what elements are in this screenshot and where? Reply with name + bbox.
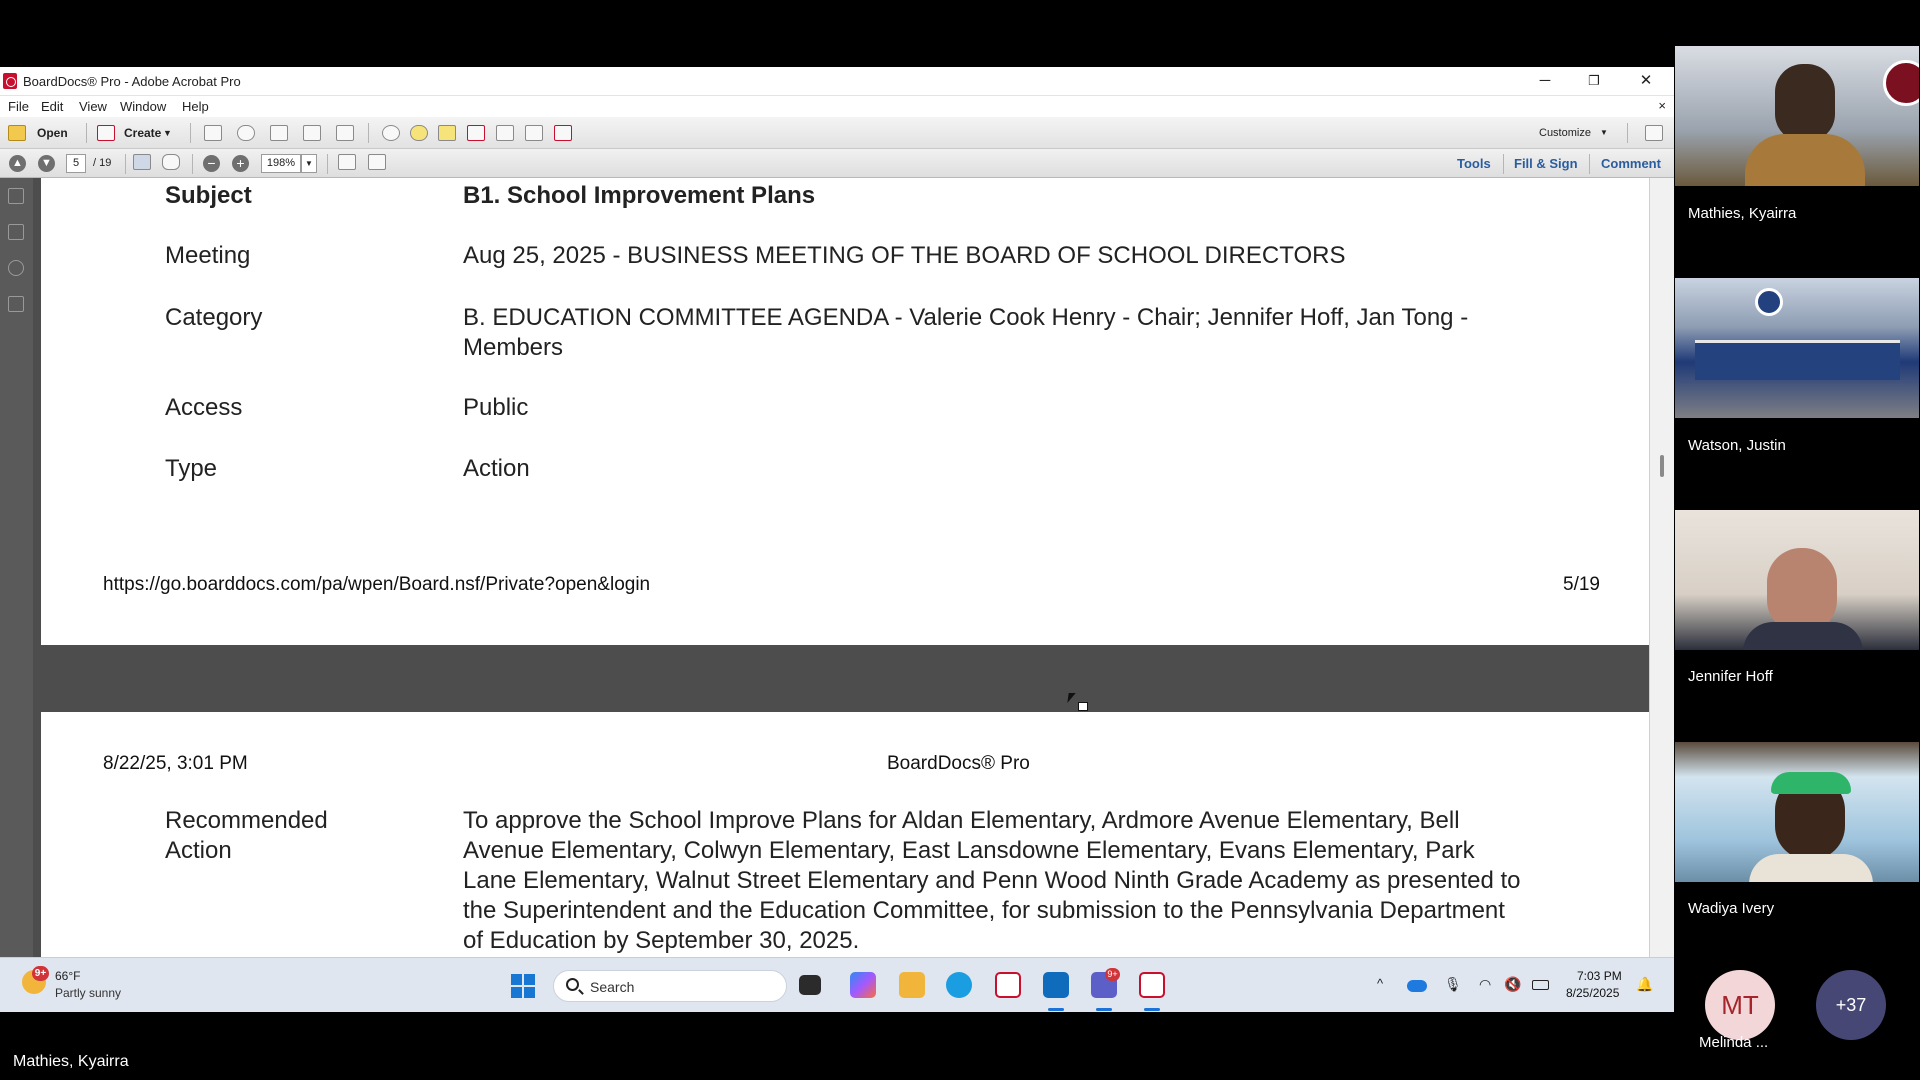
bookmarks-icon[interactable] — [8, 224, 24, 240]
participant-silhouette — [1743, 622, 1863, 650]
subject-label: Subject — [165, 182, 252, 209]
volume-muted-icon[interactable]: 🔇 — [1504, 976, 1522, 992]
restore-button[interactable]: ❐ — [1588, 73, 1600, 88]
toolbar-divider — [86, 123, 87, 143]
search-icon — [566, 978, 579, 991]
microphone-muted-icon[interactable]: 🎙 — [1444, 976, 1462, 992]
participant-video-tile[interactable] — [1675, 278, 1919, 418]
comment-link[interactable]: Comment — [1601, 156, 1661, 171]
shared-screen — [0, 67, 1674, 1012]
green-cap — [1771, 772, 1851, 794]
access-value: Public — [463, 394, 529, 421]
zoom-input[interactable]: 198% — [261, 154, 301, 173]
participant-silhouette — [1775, 64, 1835, 142]
toolbar-divider — [1589, 154, 1590, 174]
mouse-cursor-icon — [1067, 693, 1075, 703]
navigation-toolbar — [0, 149, 1674, 178]
settings-icon[interactable] — [382, 125, 400, 141]
page-footer-number: 5/19 — [1563, 574, 1600, 595]
compare-icon[interactable] — [496, 125, 514, 141]
edge-icon[interactable] — [946, 972, 972, 998]
attachments-icon[interactable] — [8, 296, 24, 312]
participant-video-tile[interactable] — [1675, 46, 1919, 186]
presenter-name: Mathies, Kyairra — [13, 1053, 129, 1070]
meeting-value: Aug 25, 2025 - BUSINESS MEETING OF THE BOARD OF SCHOOL DIRECTORS — [463, 242, 1346, 269]
access-label: Access — [165, 394, 243, 421]
page-header-date: 8/22/25, 3:01 PM — [103, 753, 248, 774]
document-viewport[interactable] — [33, 178, 1668, 959]
vertical-scrollbar[interactable] — [1649, 178, 1674, 959]
more-participants-button[interactable]: +37 — [1816, 970, 1886, 1040]
page-header-title: BoardDocs® Pro — [887, 753, 1030, 774]
fit-page-icon[interactable] — [338, 154, 356, 170]
onedrive-icon[interactable] — [1407, 980, 1427, 992]
battery-icon[interactable] — [1532, 980, 1549, 990]
school-seal-icon — [1755, 288, 1783, 316]
pdf-page-5 — [41, 178, 1650, 645]
outlook-active-indicator — [1048, 1008, 1064, 1011]
email-icon[interactable] — [336, 125, 354, 141]
weather-description[interactable]: Partly sunny — [55, 986, 122, 1000]
recommended-action-value: To approve the School Improve Plans for Aldan Elementary, Ardmore Avenue Elementary, Bell Avenue Elementary, Colwyn Elementary, East Lansdowne Elementary, Evans Elementary, Park Lane Elementary, Walnut Street Elementary and Penn Wood Ninth Grade Academy as presented to the Superintendent and the Education Committee, for submission to the Pennsylvania Department of Education by September 30, 2025. — [463, 807, 1521, 954]
toolbar-divider — [1627, 123, 1628, 143]
hand-tool-icon[interactable] — [162, 154, 180, 170]
toolbar-divider — [190, 123, 191, 143]
highlight-icon[interactable] — [438, 125, 456, 141]
create-pdf-icon — [97, 125, 115, 141]
zoom-dropdown-icon[interactable]: ▼ — [301, 154, 317, 173]
edit-icon[interactable] — [303, 125, 321, 141]
recommended-action-label: Recommended Action — [165, 807, 328, 864]
export-icon[interactable] — [525, 125, 543, 141]
participant-video-tile[interactable] — [1675, 510, 1919, 650]
weather-temperature[interactable]: 66°F — [55, 969, 81, 983]
open-button[interactable]: Open — [37, 126, 68, 140]
teams-badge: 9+ — [1105, 968, 1120, 981]
wifi-icon[interactable]: ◠ — [1479, 976, 1492, 992]
acrobat-icon — [3, 73, 17, 89]
save-icon[interactable] — [204, 125, 222, 141]
pdf-page-6 — [41, 712, 1650, 959]
tools-link[interactable]: Tools — [1457, 156, 1491, 171]
stamp-icon[interactable] — [467, 125, 485, 141]
zoom-in-icon[interactable]: + — [232, 155, 249, 172]
participant-video-tile[interactable] — [1675, 742, 1919, 882]
window-title: BoardDocs® Pro - Adobe Acrobat Pro — [23, 74, 241, 89]
copilot-icon[interactable] — [850, 972, 876, 998]
board-table — [1695, 340, 1900, 380]
select-tool-icon[interactable] — [133, 154, 151, 170]
category-value: B. EDUCATION COMMITTEE AGENDA - Valerie Cook Henry - Chair; Jennifer Hoff, Jan Tong - Members — [463, 304, 1469, 361]
menu-bar — [0, 96, 1674, 117]
scrollbar-thumb[interactable] — [1660, 455, 1664, 477]
type-label: Type — [165, 455, 218, 482]
delete-icon[interactable] — [554, 125, 572, 141]
previous-page-icon[interactable]: ▲ — [9, 155, 26, 172]
toolbar-divider — [327, 154, 328, 174]
participant-name: Melinda ... — [1699, 1034, 1769, 1051]
toolbar-divider — [1503, 154, 1504, 174]
search-placeholder: Search — [590, 979, 635, 995]
fill-sign-link[interactable]: Fill & Sign — [1514, 156, 1578, 171]
toolbar-divider — [125, 154, 126, 174]
weather-badge: 9+ — [32, 966, 49, 981]
type-value: Action — [463, 455, 530, 482]
category-label: Category — [165, 304, 263, 331]
participant-silhouette — [1749, 854, 1873, 882]
menu-help[interactable]: Help — [182, 99, 209, 114]
page-thumbnails-icon[interactable] — [8, 188, 24, 204]
participant-avatar[interactable]: MT — [1705, 970, 1775, 1040]
print-icon[interactable] — [270, 125, 288, 141]
teams-active-indicator — [1096, 1008, 1112, 1011]
windows-taskbar — [0, 957, 1674, 1012]
file-explorer-icon[interactable] — [899, 972, 925, 998]
create-button[interactable]: Create — [124, 126, 162, 140]
menu-file[interactable]: File — [8, 99, 29, 114]
windows-start-icon[interactable] — [511, 974, 535, 998]
toolbar-divider — [192, 154, 193, 174]
acrobat-taskbar-icon[interactable] — [1139, 972, 1165, 998]
page-footer-url: https://go.boarddocs.com/pa/wpen/Board.nsf/Private?open&login — [103, 574, 651, 595]
participant-name: Jennifer Hoff — [1688, 668, 1773, 685]
create-dropdown-icon[interactable]: ▼ — [163, 128, 172, 138]
participant-name: Wadiya Ivery — [1688, 900, 1775, 917]
main-toolbar — [0, 117, 1674, 149]
cloud-icon[interactable] — [237, 125, 255, 141]
page-number-input[interactable]: 5 — [66, 154, 86, 173]
close-button[interactable]: ✕ — [1639, 72, 1653, 89]
clock-time[interactable]: 7:03 PM — [1577, 969, 1622, 983]
task-view-icon[interactable] — [799, 975, 821, 995]
customize-dropdown-icon[interactable]: ▼ — [1600, 128, 1608, 137]
participant-silhouette — [1745, 134, 1865, 186]
acrobat-active-indicator — [1144, 1008, 1160, 1011]
navigation-panel — [0, 178, 33, 959]
menu-edit[interactable]: Edit — [41, 99, 64, 114]
participant-name: Watson, Justin — [1688, 437, 1786, 454]
notifications-icon[interactable]: 🔔 — [1636, 976, 1654, 992]
zoom-out-icon[interactable]: − — [203, 155, 220, 172]
next-page-icon[interactable]: ▼ — [38, 155, 55, 172]
clock-date[interactable]: 8/25/2025 — [1566, 986, 1620, 1000]
subject-value: B1. School Improvement Plans — [463, 182, 816, 209]
folder-icon — [8, 125, 26, 141]
fit-width-icon[interactable] — [368, 154, 386, 170]
meeting-label: Meeting — [165, 242, 251, 269]
minimize-button[interactable]: ─ — [1539, 72, 1551, 89]
taskbar-search[interactable] — [553, 970, 787, 1002]
snipping-tool-icon[interactable] — [995, 972, 1021, 998]
page-count: / 19 — [93, 157, 112, 169]
show-hidden-icons-icon[interactable]: ^ — [1377, 976, 1384, 991]
outlook-icon[interactable] — [1043, 972, 1069, 998]
participant-name: Mathies, Kyairra — [1688, 205, 1797, 222]
comment-icon[interactable] — [410, 125, 428, 141]
close-document-icon[interactable]: × — [1658, 98, 1666, 113]
menu-window[interactable]: Window — [120, 99, 167, 114]
toolbar-divider — [368, 123, 369, 143]
customize-button[interactable]: Customize — [1539, 127, 1591, 139]
title-bar — [0, 67, 1674, 96]
menu-view[interactable]: View — [79, 99, 107, 114]
signatures-icon[interactable] — [8, 260, 24, 276]
expand-icon[interactable] — [1645, 125, 1663, 141]
cursor-marquee-icon — [1078, 702, 1088, 711]
